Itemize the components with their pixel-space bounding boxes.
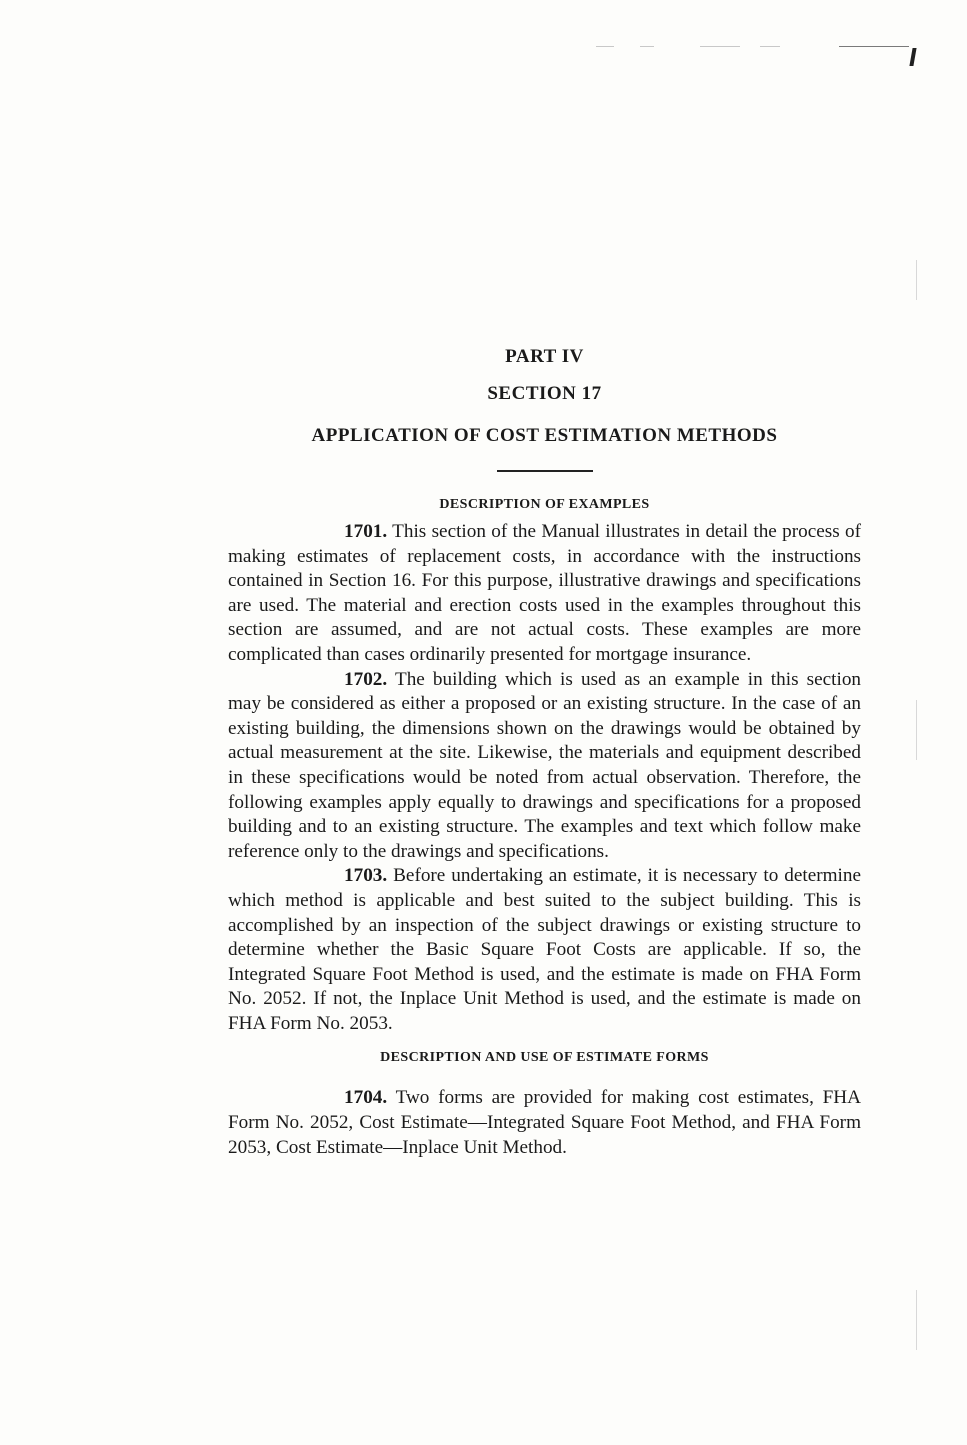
paragraph-text: The building which is used as an example in this section may be considered as either a proposed or an existing structure. In the case of an existing building, the dimensions shown on the drawings would be obtained by actual measurement at the site. Likewise, the materials and equipment described in these specifications would be noted from actual observation. Therefore, the following examples apply equally to drawings and specifications for a proposed building and to an existing structure. The examples and text which follow make reference only to the drawings and specifications.: [228, 668, 862, 862]
scan-artifact: [916, 260, 917, 300]
scan-artifact: [916, 700, 917, 760]
paragraph-number: 1702.: [344, 668, 388, 690]
paragraph-text: This section of the Manual illustrates in detail the process of making estimates of replacement costs, in accordance with the instructions contained in Section 16. For this purpose, illustrative drawings and specifications are used. The material and erection costs used in the examples throughout this section are assumed, and are not actual costs. These examples are more complicated than cases ordinarily presented for mortgage insurance.: [228, 521, 861, 665]
section-heading: SECTION 17: [487, 383, 602, 404]
main-text: [228, 340, 861, 1160]
heading-rule: [497, 470, 593, 472]
scan-artifact: [640, 46, 654, 47]
paragraph-number: 1703.: [344, 865, 388, 887]
scan-artifact: [596, 46, 614, 47]
paragraph-text: Before undertaking an estimate, it is necessary to determine which method is applicable and best suited to the subject building. This is accomplished by an inspection of the subject drawings or existing structure to determine whether the Basic Square Foot Costs are applicable. If so, the Integrated Square Foot Method is used, and the estimate is made on FHA Form No. 2052. If not, the Inplace Unit Method is used, and the estimate is made on FHA Form No. 2053.: [228, 865, 862, 1034]
paragraph-number: 1704.: [344, 1087, 388, 1109]
paragraph-1704: [228, 1086, 861, 1160]
scan-artifact: [909, 48, 916, 66]
subhead-forms: DESCRIPTION AND USE OF ESTIMATE FORMS: [380, 1050, 709, 1066]
part-heading: PART IV: [505, 346, 584, 367]
paragraph-1701: [228, 520, 861, 668]
paragraph-number: 1701.: [344, 521, 388, 542]
paragraph-1702: [228, 668, 861, 865]
paragraph-text: Two forms are provided for making cost estimates, FHA Form No. 2052, Cost Estimate—Integrated Square Foot Method, and FHA Form 2053, Cost Estimate—Inplace Unit Method.: [228, 1087, 862, 1158]
subhead-examples: DESCRIPTION OF EXAMPLES: [439, 497, 650, 512]
section-title: APPLICATION OF COST ESTIMATION METHODS: [311, 425, 778, 446]
scan-artifact: [760, 46, 780, 47]
scan-artifact: [700, 46, 740, 47]
scan-artifact: [916, 1290, 917, 1350]
scan-artifact: [839, 46, 909, 47]
paragraph-1703: [228, 864, 861, 1036]
